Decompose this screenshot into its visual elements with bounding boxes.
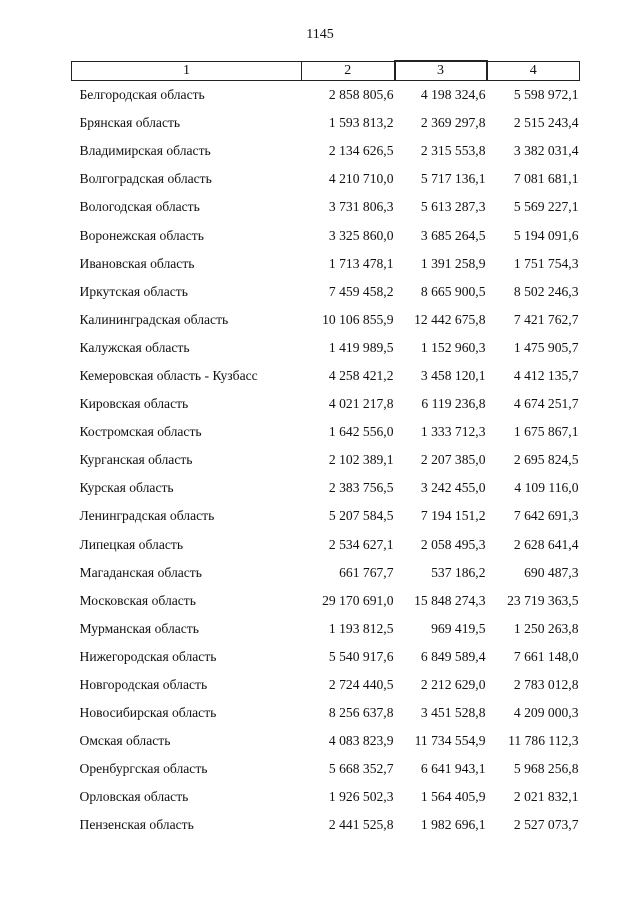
value-cell-col-3: 537 186,2 (431, 564, 486, 580)
value-cell-col-2: 1 713 478,1 (328, 255, 394, 271)
value-cell-col-3: 6 849 589,4 (420, 648, 486, 664)
value-cell-col-3: 1 391 258,9 (420, 255, 486, 271)
value-cell-col-3: 8 665 900,5 (420, 283, 486, 299)
region-name-cell: Нижегородская область (79, 648, 217, 664)
region-name-cell: Ленинградская область (79, 508, 215, 524)
value-cell-col-4: 5 194 091,6 (513, 227, 579, 243)
region-name-cell: Новгородская область (79, 677, 208, 693)
region-name-cell: Курганская область (79, 452, 193, 468)
value-cell-col-2: 4 021 217,8 (328, 396, 394, 412)
value-cell-col-2: 1 642 556,0 (328, 424, 394, 440)
value-cell-col-4: 2 021 832,1 (513, 789, 579, 805)
value-cell-col-4: 7 081 681,1 (513, 171, 579, 187)
value-cell-col-4: 1 250 263,8 (513, 620, 579, 636)
value-cell-col-3: 3 458 120,1 (420, 367, 486, 383)
table-row (72, 474, 580, 502)
value-cell-col-3: 3 685 264,5 (420, 227, 486, 243)
value-cell-col-2: 29 170 691,0 (322, 592, 394, 608)
value-cell-col-2: 3 731 806,3 (328, 199, 394, 215)
value-cell-col-3: 2 369 297,8 (420, 115, 486, 131)
value-cell-col-2: 5 540 917,6 (328, 648, 394, 664)
value-cell-col-2: 661 767,7 (339, 564, 394, 580)
value-cell-col-3: 3 451 528,8 (420, 705, 486, 721)
table-row (72, 587, 580, 615)
value-cell-col-4: 7 661 148,0 (513, 648, 579, 664)
value-cell-col-2: 8 256 637,8 (328, 705, 394, 721)
table-row (72, 811, 580, 839)
table-row (72, 334, 580, 362)
value-cell-col-4: 4 674 251,7 (513, 396, 579, 412)
table-row (72, 502, 580, 530)
region-name-cell: Белгородская область (79, 87, 205, 103)
value-cell-col-3: 2 315 553,8 (420, 143, 486, 159)
value-cell-col-2: 2 134 626,5 (328, 143, 394, 159)
value-cell-col-3: 11 734 554,9 (414, 733, 486, 749)
value-cell-col-4: 2 628 641,4 (513, 536, 579, 552)
value-cell-col-4: 2 527 073,7 (513, 817, 579, 833)
region-name-cell: Владимирская область (79, 143, 211, 159)
region-name-cell: Костромская область (79, 424, 202, 440)
column-header-2: 2 (302, 61, 395, 81)
value-cell-col-2: 2 724 440,5 (328, 677, 394, 693)
value-cell-col-2: 2 383 756,5 (328, 480, 394, 496)
value-cell-col-3: 12 442 675,8 (414, 311, 486, 327)
region-name-cell: Кемеровская область - Кузбасс (79, 367, 258, 383)
table-row (72, 221, 580, 249)
table-row (72, 446, 580, 474)
table-row (72, 390, 580, 418)
value-cell-col-2: 7 459 458,2 (328, 283, 394, 299)
value-cell-col-3: 15 848 274,3 (414, 592, 486, 608)
value-cell-col-2: 3 325 860,0 (328, 227, 394, 243)
value-cell-col-2: 1 926 502,3 (328, 789, 394, 805)
value-cell-col-2: 4 258 421,2 (328, 367, 394, 383)
value-cell-col-4: 1 751 754,3 (513, 255, 579, 271)
value-cell-col-2: 1 193 812,5 (328, 620, 394, 636)
table-row (72, 137, 580, 165)
table-row (72, 559, 580, 587)
value-cell-col-3: 4 198 324,6 (420, 87, 486, 103)
table-row (72, 362, 580, 390)
value-cell-col-2: 1 593 813,2 (328, 115, 394, 131)
value-cell-col-4: 5 569 227,1 (513, 199, 579, 215)
value-cell-col-4: 7 642 691,3 (513, 508, 579, 524)
value-cell-col-4: 4 209 000,3 (513, 705, 579, 721)
region-name-cell: Пензенская область (79, 817, 194, 833)
value-cell-col-4: 4 412 135,7 (513, 367, 579, 383)
table-row (72, 727, 580, 755)
value-cell-col-2: 5 207 584,5 (328, 508, 394, 524)
table-row (72, 671, 580, 699)
region-name-cell: Калужская область (79, 339, 190, 355)
value-cell-col-3: 1 333 712,3 (420, 424, 486, 440)
region-name-cell: Липецкая область (79, 536, 184, 552)
table-row (72, 755, 580, 783)
value-cell-col-3: 1 982 696,1 (420, 817, 486, 833)
value-cell-col-4: 2 695 824,5 (513, 452, 579, 468)
value-cell-col-4: 5 968 256,8 (513, 761, 579, 777)
value-cell-col-2: 2 534 627,1 (328, 536, 394, 552)
value-cell-col-2: 4 210 710,0 (328, 171, 394, 187)
table-header-row (72, 61, 580, 81)
value-cell-col-3: 1 152 960,3 (420, 339, 486, 355)
table-body (72, 81, 580, 840)
region-name-cell: Калининградская область (79, 311, 229, 327)
region-name-cell: Курская область (79, 480, 174, 496)
value-cell-col-4: 1 675 867,1 (513, 424, 579, 440)
region-name-cell: Воронежская область (79, 227, 204, 243)
region-name-cell: Магаданская область (79, 564, 202, 580)
table-row (72, 250, 580, 278)
value-cell-col-2: 2 858 805,6 (328, 87, 394, 103)
region-name-cell: Ивановская область (79, 255, 195, 271)
value-cell-col-3: 7 194 151,2 (420, 508, 486, 524)
value-cell-col-2: 5 668 352,7 (328, 761, 394, 777)
value-cell-col-4: 7 421 762,7 (513, 311, 579, 327)
value-cell-col-4: 23 719 363,5 (507, 592, 579, 608)
region-name-cell: Кировская область (79, 396, 189, 412)
value-cell-col-3: 6 641 943,1 (420, 761, 486, 777)
value-cell-col-3: 2 212 629,0 (420, 677, 486, 693)
value-cell-col-3: 5 717 136,1 (420, 171, 486, 187)
value-cell-col-3: 3 242 455,0 (420, 480, 486, 496)
value-cell-col-2: 4 083 823,9 (328, 733, 394, 749)
table-row (72, 531, 580, 559)
value-cell-col-4: 8 502 246,3 (513, 283, 579, 299)
table-row (72, 643, 580, 671)
value-cell-col-3: 5 613 287,3 (420, 199, 486, 215)
region-name-cell: Вологодская область (79, 199, 200, 215)
table-row (72, 109, 580, 137)
table-row (72, 278, 580, 306)
table-row (72, 783, 580, 811)
value-cell-col-2: 10 106 855,9 (322, 311, 394, 327)
value-cell-col-3: 1 564 405,9 (420, 789, 486, 805)
column-header-3: 3 (395, 61, 487, 81)
table-row (72, 615, 580, 643)
page-number: 1145 (306, 27, 334, 42)
value-cell-col-4: 1 475 905,7 (513, 339, 579, 355)
region-name-cell: Мурманская область (79, 620, 199, 636)
value-cell-col-4: 2 515 243,4 (513, 115, 579, 131)
column-header-1: 1 (72, 61, 302, 81)
region-name-cell: Омская область (79, 733, 171, 749)
column-header-4: 4 (487, 61, 580, 81)
region-name-cell: Орловская область (79, 789, 189, 805)
table-row (72, 418, 580, 446)
region-name-cell: Брянская область (79, 115, 181, 131)
value-cell-col-4: 5 598 972,1 (513, 87, 579, 103)
region-name-cell: Волгоградская область (79, 171, 212, 187)
table-row (72, 165, 580, 193)
value-cell-col-3: 969 419,5 (431, 620, 486, 636)
region-name-cell: Иркутская область (79, 283, 188, 299)
value-cell-col-4: 690 487,3 (524, 564, 579, 580)
value-cell-col-3: 2 207 385,0 (420, 452, 486, 468)
table-row (72, 306, 580, 334)
region-name-cell: Оренбургская область (79, 761, 208, 777)
value-cell-col-4: 2 783 012,8 (513, 677, 579, 693)
region-name-cell: Новосибирская область (79, 705, 217, 721)
value-cell-col-4: 11 786 112,3 (508, 733, 579, 749)
data-table (71, 60, 580, 840)
region-name-cell: Московская область (79, 592, 196, 608)
table-row (72, 699, 580, 727)
value-cell-col-2: 2 441 525,8 (328, 817, 394, 833)
table-row (72, 81, 580, 110)
value-cell-col-2: 1 419 989,5 (328, 339, 394, 355)
value-cell-col-3: 2 058 495,3 (420, 536, 486, 552)
value-cell-col-4: 3 382 031,4 (513, 143, 579, 159)
value-cell-col-3: 6 119 236,8 (421, 396, 486, 412)
value-cell-col-4: 4 109 116,0 (514, 480, 579, 496)
table-row (72, 193, 580, 221)
value-cell-col-2: 2 102 389,1 (328, 452, 394, 468)
